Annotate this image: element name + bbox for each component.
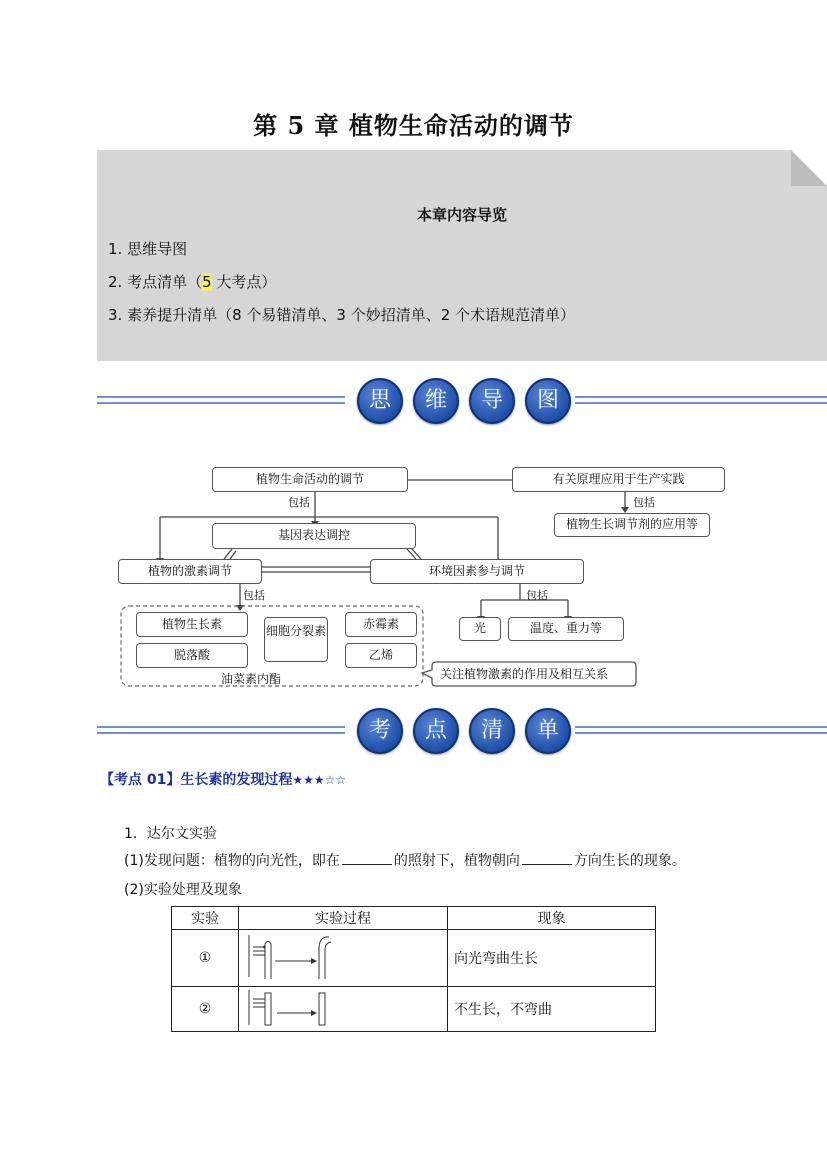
band2-char-2: 点 bbox=[413, 708, 459, 754]
blank-2[interactable] bbox=[522, 863, 572, 865]
question-part-2: 的照射下，植物朝向 bbox=[393, 853, 520, 869]
table-header: 实验 bbox=[172, 907, 239, 930]
question-fill-blank bbox=[124, 850, 686, 870]
overview-heading: 本章内容导览 bbox=[416, 206, 507, 224]
experiment-result: 不生长，不弯曲 bbox=[448, 987, 656, 1032]
mindmap-gene-regulation: 基因表达调控 bbox=[212, 523, 416, 549]
keypoint-heading bbox=[100, 769, 346, 789]
mindmap-brassinosteroid: 油菜素内酯 bbox=[221, 672, 282, 686]
mindmap-include-label-3: 包括 bbox=[526, 589, 548, 602]
mindmap-note: 关注植物激素的作用及相互关系 bbox=[440, 667, 609, 681]
mindmap-include-label-2: 包括 bbox=[243, 589, 265, 602]
experiment-process-cell bbox=[239, 930, 448, 987]
overview-item-2-prefix: 2. 考点清单（ bbox=[108, 273, 203, 291]
experiment-1-diagram bbox=[245, 931, 435, 981]
table-header: 实验过程 bbox=[239, 907, 448, 930]
blank-1[interactable] bbox=[342, 863, 392, 865]
keypoint-label: 【考点 01】生长素的发现过程 bbox=[100, 772, 293, 788]
mindmap-gibberellin: 赤霉素 bbox=[345, 612, 417, 637]
table-row bbox=[172, 987, 656, 1032]
table-row bbox=[172, 930, 656, 987]
experiment-id: ② bbox=[172, 987, 239, 1032]
experiment-result: 向光弯曲生长 bbox=[448, 930, 656, 987]
mindmap-temperature-gravity: 温度、重力等 bbox=[508, 617, 624, 641]
importance-stars: ★★★☆☆ bbox=[292, 773, 347, 787]
question-part-3: 方向生长的现象。 bbox=[573, 853, 686, 869]
table-header: 现象 bbox=[448, 907, 656, 930]
mindmap-environment-regulation: 环境因素参与调节 bbox=[370, 559, 584, 584]
band2-char-1: 考 bbox=[357, 708, 403, 754]
mindmap-root: 植物生命活动的调节 bbox=[212, 467, 408, 492]
table-header-row bbox=[172, 907, 656, 930]
band1-char-3: 导 bbox=[469, 378, 515, 424]
section-band-mindmap bbox=[97, 376, 827, 426]
band2-char-4: 单 bbox=[525, 708, 571, 754]
mindmap-hormone-regulation: 植物的激素调节 bbox=[118, 559, 262, 584]
experiment-id: ① bbox=[172, 930, 239, 987]
mindmap-ethylene: 乙烯 bbox=[345, 643, 417, 668]
section-darwin-title: 1．达尔文实验 bbox=[124, 826, 217, 842]
mindmap-cytokinin bbox=[264, 617, 328, 662]
mindmap-cytokinin-label: 细胞分裂素 bbox=[265, 624, 326, 638]
band2-char-3: 清 bbox=[469, 708, 515, 754]
overview-item-1: 1. 思维导图 bbox=[108, 240, 188, 258]
overview-item-2-suffix: 大考点） bbox=[211, 273, 277, 291]
experiment-2-diagram bbox=[245, 987, 435, 1027]
band1-char-1: 思 bbox=[357, 378, 403, 424]
mindmap-include-label-1: 包括 bbox=[288, 496, 310, 509]
mindmap-practice: 有关原理应用于生产实践 bbox=[512, 467, 725, 492]
mindmap-practice-include-label: 包括 bbox=[633, 496, 655, 509]
overview-item-2 bbox=[108, 271, 276, 292]
overview-page-fold bbox=[791, 150, 827, 186]
experiment-process-cell bbox=[239, 987, 448, 1032]
overview-box bbox=[97, 150, 827, 361]
mindmap-practice-app: 植物生长调节剂的应用等 bbox=[554, 513, 710, 537]
question-part-1: (1)发现问题：植物的向光性，即在 bbox=[124, 853, 340, 869]
band1-char-2: 维 bbox=[413, 378, 459, 424]
overview-item-3: 3. 素养提升清单（8 个易错清单、3 个妙招清单、2 个术语规范清单） bbox=[108, 306, 576, 324]
band1-char-4: 图 bbox=[525, 378, 571, 424]
mindmap-abscisic-acid: 脱落酸 bbox=[136, 643, 248, 668]
chapter-title: 第 5 章 植物生命活动的调节 bbox=[253, 111, 574, 140]
overview-item-2-highlight: 5 bbox=[202, 273, 212, 291]
mindmap-auxin: 植物生长素 bbox=[136, 612, 248, 637]
section-band-keypoints bbox=[97, 706, 827, 756]
section-experiment-heading: (2)实验处理及现象 bbox=[124, 882, 242, 898]
experiment-table bbox=[171, 906, 656, 1032]
mindmap-light: 光 bbox=[459, 617, 501, 641]
